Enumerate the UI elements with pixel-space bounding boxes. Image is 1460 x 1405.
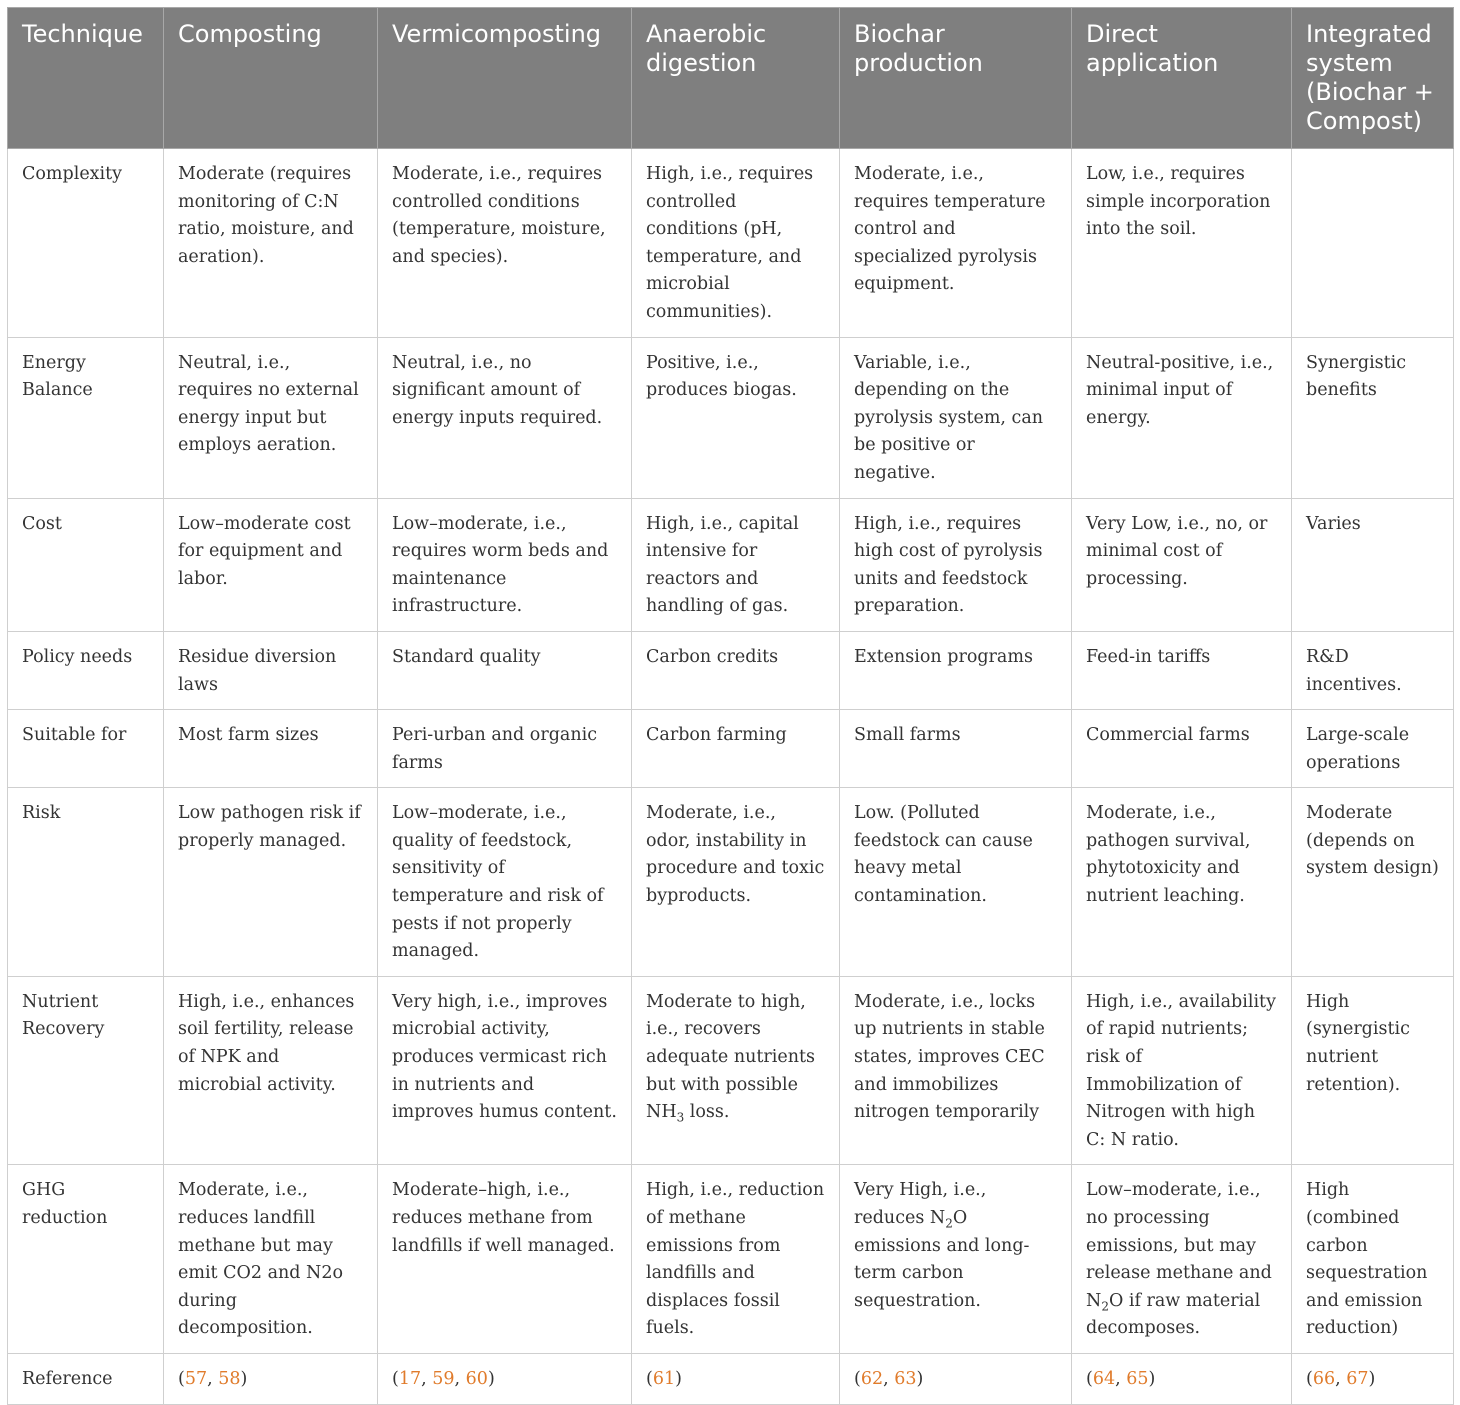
row-label: Reference <box>8 1353 164 1404</box>
cell: Feed-in tariffs <box>1072 631 1292 709</box>
comparison-table <box>7 7 1454 1405</box>
cell <box>1292 149 1454 338</box>
cell: Moderate, i.e., locks up nutrients in stable states, improves CEC and immobilizes nitrogen temporarily <box>840 976 1072 1165</box>
reference-cell: (17, 59, 60) <box>378 1353 632 1404</box>
reference-link[interactable]: 64 <box>1092 1368 1116 1389</box>
cell: Moderate–high, i.e., reduces methane from landfills if well managed. <box>378 1165 632 1354</box>
cell: Neutral, i.e., requires no external energy input but employs aeration. <box>164 337 378 498</box>
cell: Commercial farms <box>1072 710 1292 788</box>
cell-text: O if raw material decomposes. <box>1086 1290 1261 1339</box>
cell <box>1072 1165 1292 1354</box>
row-label: Complexity <box>8 149 164 338</box>
row-label: Energy Balance <box>8 337 164 498</box>
header-biochar-production: Biochar production <box>840 8 1072 149</box>
cell: Moderate, i.e., requires temperature control and specialized pyrolysis equipment. <box>840 149 1072 338</box>
header-row <box>8 8 1454 149</box>
paren: ) <box>487 1368 495 1389</box>
cell: Moderate, i.e., pathogen survival, phytotoxicity and nutrient leaching. <box>1072 788 1292 977</box>
paren: ( <box>178 1368 185 1389</box>
cell: High (synergistic nutrient retention). <box>1292 976 1454 1165</box>
header-composting: Composting <box>164 8 378 149</box>
cell-text: Very High, i.e., reduces N <box>854 1180 987 1228</box>
paren: ( <box>1306 1368 1313 1389</box>
cell: Extension programs <box>840 631 1072 709</box>
paren: ( <box>1086 1368 1093 1389</box>
cell: Most farm sizes <box>164 710 378 788</box>
cell: Moderate (depends on system design) <box>1292 788 1454 977</box>
cell: Residue diversion laws <box>164 631 378 709</box>
cell: Moderate, i.e., reduces landfill methane but may emit CO2 and N2o during decomposition. <box>164 1165 378 1354</box>
cell: Moderate, i.e., requires controlled conditions (temperature, moisture, and species). <box>378 149 632 338</box>
cell: Carbon credits <box>632 631 840 709</box>
reference-link[interactable]: 62 <box>860 1368 884 1389</box>
cell-text: O emissions and long-term carbon sequestration. <box>854 1208 1030 1311</box>
header-technique: Technique <box>8 8 164 149</box>
row-label: Suitable for <box>8 710 164 788</box>
cell: High (combined carbon sequestration and emission reduction) <box>1292 1165 1454 1354</box>
cell-text: Low–moderate, i.e., no processing emissions, but may release methane and N <box>1086 1180 1272 1311</box>
cell: High, i.e., availability of rapid nutrients; risk of Immobilization of Nitrogen with high C: N ratio. <box>1072 976 1292 1165</box>
row-cost <box>8 498 1454 631</box>
paren: ) <box>675 1368 682 1389</box>
reference-link[interactable]: 65 <box>1126 1368 1149 1389</box>
cell: Synergistic benefits <box>1292 337 1454 498</box>
cell: Low, i.e., requires simple incorporation into the soil. <box>1072 149 1292 338</box>
reference-link[interactable]: 60 <box>465 1368 488 1389</box>
cell: Peri-urban and organic farms <box>378 710 632 788</box>
paren: ) <box>1368 1368 1376 1389</box>
paren: ( <box>392 1368 399 1389</box>
cell: Low–moderate cost for equipment and labor. <box>164 498 378 631</box>
cell: Neutral-positive, i.e., minimal input of energy. <box>1072 337 1292 498</box>
cell <box>632 976 840 1165</box>
header-integrated-system: Integrated system (Biochar + Compost) <box>1292 8 1454 149</box>
paren: ) <box>240 1368 248 1389</box>
paren: ) <box>1148 1368 1156 1389</box>
cell: Moderate, i.e., odor, instability in procedure and toxic byproducts. <box>632 788 840 977</box>
cell-text: Moderate to high, i.e., recovers adequate nutrients but with possible NH <box>646 991 816 1123</box>
cell: High, i.e., requires high cost of pyrolysis units and feedstock preparation. <box>840 498 1072 631</box>
cell: Small farms <box>840 710 1072 788</box>
subscript: 3 <box>676 1110 685 1125</box>
cell: Large-scale operations <box>1292 710 1454 788</box>
row-energy-balance <box>8 337 1454 498</box>
cell: High, i.e., requires controlled conditions (pH, temperature, and microbial communities). <box>632 149 840 338</box>
subscript: 2 <box>945 1216 953 1231</box>
reference-cell <box>632 1353 840 1404</box>
row-label: Nutrient Recovery <box>8 976 164 1165</box>
cell: Very high, i.e., improves microbial activity, produces vermicast rich in nutrients and improves humus content. <box>378 976 632 1165</box>
reference-link[interactable]: 57 <box>184 1368 208 1389</box>
cell: Low–moderate, i.e., quality of feedstock, sensitivity of temperature and risk of pests if not properly managed. <box>378 788 632 977</box>
cell: High, i.e., reduction of methane emissions from landfills and displaces fossil fuels. <box>632 1165 840 1354</box>
row-reference <box>8 1353 1454 1404</box>
paren: ) <box>916 1368 924 1389</box>
cell: Variable, i.e., depending on the pyrolysis system, can be positive or negative. <box>840 337 1072 498</box>
reference-link[interactable]: 63 <box>894 1368 917 1389</box>
cell: High, i.e., enhances soil fertility, release of NPK and microbial activity. <box>164 976 378 1165</box>
cell-text: loss. <box>684 1102 730 1123</box>
cell: Standard quality <box>378 631 632 709</box>
row-risk <box>8 788 1454 977</box>
reference-cell: (64, 65) <box>1072 1353 1292 1404</box>
cell: Neutral, i.e., no significant amount of energy inputs required. <box>378 337 632 498</box>
row-label: Policy needs <box>8 631 164 709</box>
reference-link[interactable]: 17 <box>398 1368 422 1389</box>
reference-link[interactable]: 61 <box>652 1368 676 1389</box>
cell: Very Low, i.e., no, or minimal cost of processing. <box>1072 498 1292 631</box>
header-vermicomposting: Vermicomposting <box>378 8 632 149</box>
row-label: Risk <box>8 788 164 977</box>
cell <box>840 1165 1072 1354</box>
cell: R&D incentives. <box>1292 631 1454 709</box>
row-nutrient-recovery <box>8 976 1454 1165</box>
reference-link[interactable]: 59 <box>432 1368 455 1389</box>
cell: Positive, i.e., produces biogas. <box>632 337 840 498</box>
reference-cell: (66, 67) <box>1292 1353 1454 1404</box>
reference-link[interactable]: 58 <box>218 1368 241 1389</box>
row-ghg-reduction <box>8 1165 1454 1354</box>
cell: Low–moderate, i.e., requires worm beds and maintenance infrastructure. <box>378 498 632 631</box>
row-complexity <box>8 149 1454 338</box>
cell: Low. (Polluted feedstock can cause heavy metal contamination. <box>840 788 1072 977</box>
cell: High, i.e., capital intensive for reactors and handling of gas. <box>632 498 840 631</box>
header-anaerobic-digestion: Anaerobic digestion <box>632 8 840 149</box>
row-label: Cost <box>8 498 164 631</box>
paren: ( <box>854 1368 861 1389</box>
row-label: GHG reduction <box>8 1165 164 1354</box>
reference-link[interactable]: 66 <box>1312 1368 1336 1389</box>
reference-cell: (62, 63) <box>840 1353 1072 1404</box>
row-policy-needs <box>8 631 1454 709</box>
row-suitable-for <box>8 710 1454 788</box>
cell: Moderate (requires monitoring of C:N ratio, moisture, and aeration). <box>164 149 378 338</box>
header-direct-application: Direct application <box>1072 8 1292 149</box>
subscript: 2 <box>1101 1299 1109 1314</box>
reference-cell: (57, 58) <box>164 1353 378 1404</box>
cell: Varies <box>1292 498 1454 631</box>
cell: Low pathogen risk if properly managed. <box>164 788 378 977</box>
reference-link[interactable]: 67 <box>1346 1368 1369 1389</box>
paren: ( <box>646 1368 653 1389</box>
cell: Carbon farming <box>632 710 840 788</box>
